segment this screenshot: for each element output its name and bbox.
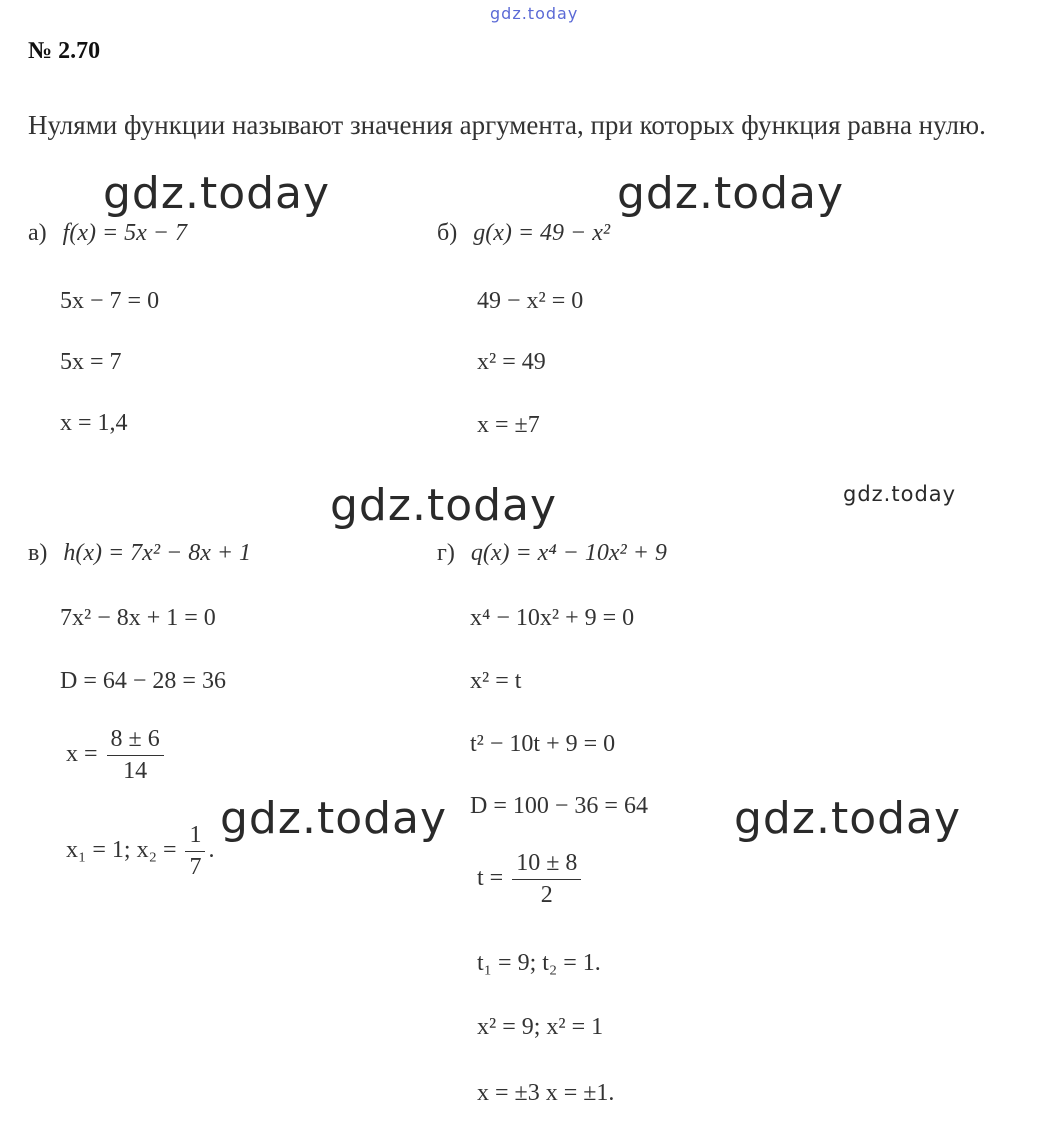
part-g-fraction [512, 850, 581, 909]
part-b-step: 49 − x² = 0 [477, 288, 584, 314]
part-b-step: x² = 49 [477, 349, 546, 375]
problem-number: № 2.70 [28, 38, 101, 64]
part-v-roots [66, 822, 214, 881]
part-g-step: x² = t [470, 668, 522, 694]
watermark: gdz.today [330, 480, 558, 531]
part-v-fraction-lhs: x = [66, 741, 98, 768]
part-g-step: x² = 9; x² = 1 [477, 1014, 604, 1040]
part-v-roots-end: . [208, 837, 215, 864]
fraction-numerator: 8 ± 6 [107, 726, 164, 756]
part-b-definition [437, 220, 610, 247]
fraction-numerator: 10 ± 8 [512, 850, 581, 880]
part-v-root-fraction [185, 822, 205, 881]
part-a-label: а) [28, 220, 47, 246]
fraction-denominator: 7 [189, 854, 202, 880]
intro-text: Нулями функции называют значения аргумента, при которых функция равна нулю. [28, 110, 986, 140]
part-g-label: г) [437, 540, 455, 566]
part-b-function: g(x) = 49 − x² [473, 220, 611, 246]
part-g-step: t₁ = 9; t₂ = 1. [477, 950, 601, 976]
part-v-roots-text: x₁ = 1; x₂ = [66, 837, 177, 864]
watermark: gdz.today [734, 793, 962, 844]
part-v-step: D = 64 − 28 = 36 [60, 668, 226, 694]
watermark-top: gdz.today [490, 4, 579, 23]
part-a-step: 5x − 7 = 0 [60, 288, 160, 314]
part-v-fraction [107, 726, 164, 785]
part-g-definition [437, 540, 667, 567]
part-g-fraction-lhs: t = [477, 865, 504, 892]
part-g-step: t² − 10t + 9 = 0 [470, 731, 616, 757]
watermark: gdz.today [843, 482, 957, 506]
part-a-step: x = 1,4 [60, 410, 128, 436]
part-a-function: f(x) = 5x − 7 [62, 220, 188, 246]
part-g-step: x = ±3 x = ±1. [477, 1080, 615, 1106]
part-b-label: б) [437, 220, 458, 246]
fraction-denominator: 2 [540, 882, 553, 908]
part-v-step: 7x² − 8x + 1 = 0 [60, 605, 216, 631]
part-v-fraction-line [66, 726, 167, 785]
part-b-step: x = ±7 [477, 412, 540, 438]
watermark: gdz.today [220, 793, 448, 844]
part-a-definition [28, 220, 187, 247]
fraction-numerator: 1 [185, 822, 205, 852]
part-a-step: 5x = 7 [60, 349, 122, 375]
part-g-step: x⁴ − 10x² + 9 = 0 [470, 605, 635, 631]
part-g-step: D = 100 − 36 = 64 [470, 793, 648, 819]
part-v-definition [28, 540, 251, 567]
part-g-fraction-line [477, 850, 584, 909]
part-v-label: в) [28, 540, 48, 566]
part-v-function: h(x) = 7x² − 8x + 1 [63, 540, 252, 566]
fraction-denominator: 14 [123, 758, 148, 784]
watermark: gdz.today [617, 168, 845, 219]
watermark: gdz.today [103, 168, 331, 219]
part-g-function: q(x) = x⁴ − 10x² + 9 [470, 540, 667, 566]
